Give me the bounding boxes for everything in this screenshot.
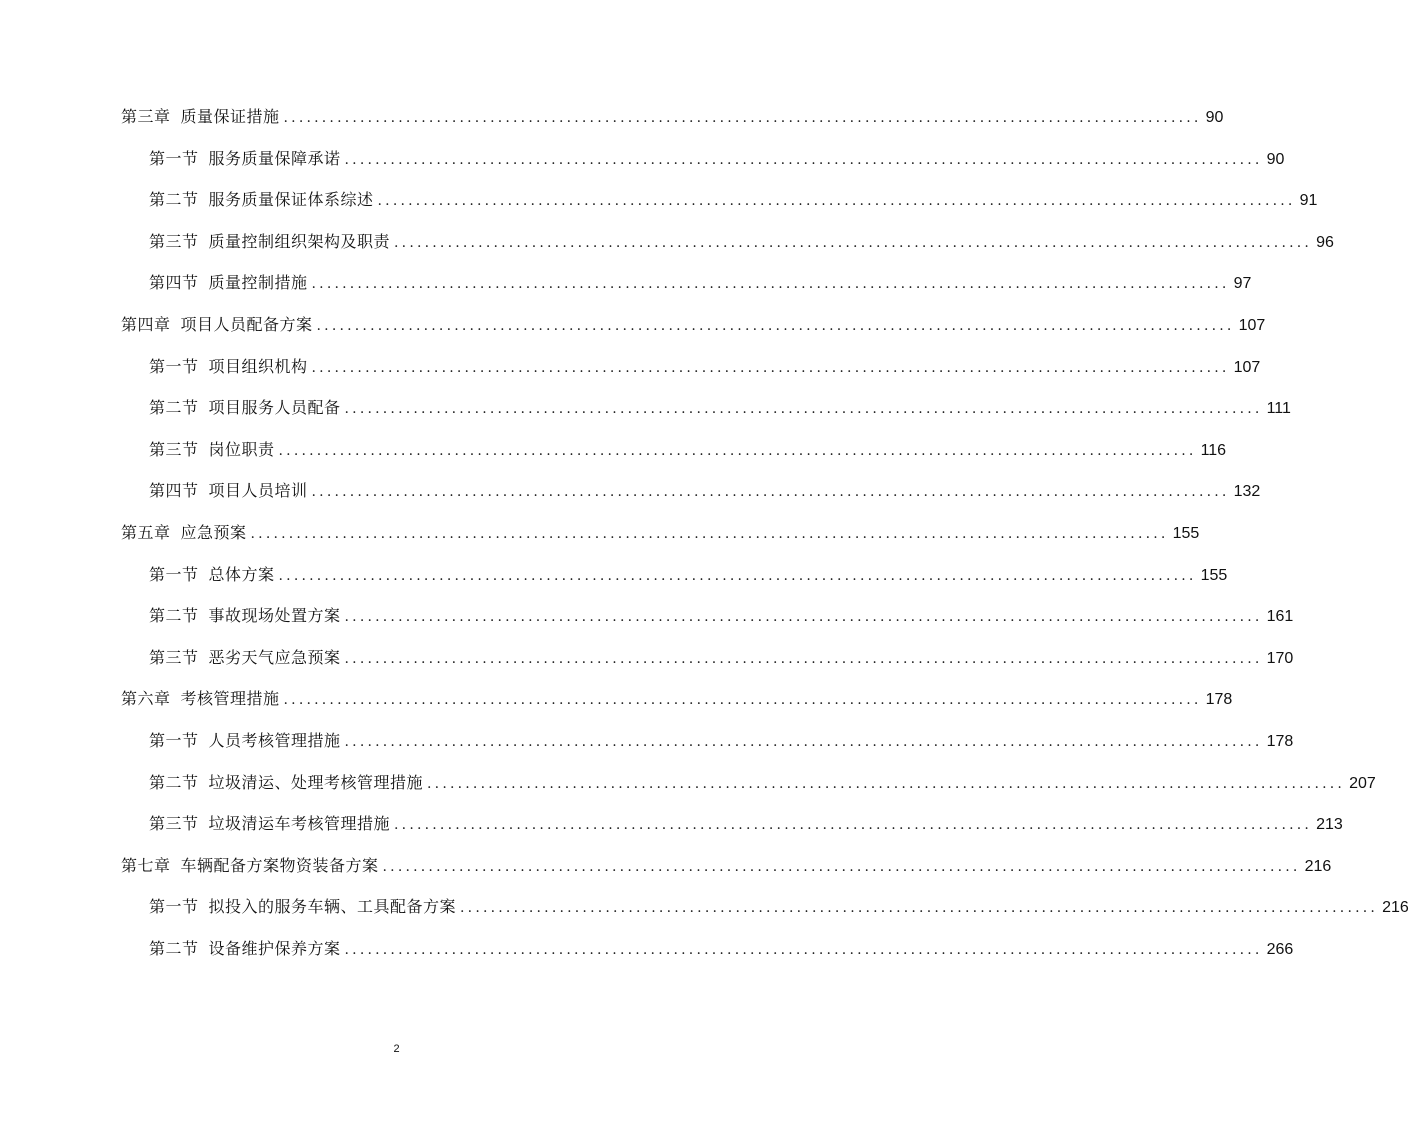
toc-section-entry[interactable] xyxy=(149,146,1285,172)
toc-entry-title: 服务质量保障承诺 xyxy=(208,148,341,168)
toc-entry-label xyxy=(149,270,308,296)
toc-dot-leader: ........................................................................................................................ xyxy=(344,942,1263,958)
toc-entry-number: 第二节 xyxy=(149,772,199,792)
toc-entry-label xyxy=(121,520,247,546)
toc-entry-page: 216 xyxy=(1304,857,1332,875)
toc-section-entry[interactable] xyxy=(149,811,1343,837)
toc-entry-number: 第六章 xyxy=(121,689,171,709)
toc-chapter-entry[interactable] xyxy=(121,104,1224,130)
toc-entry-number: 第三节 xyxy=(149,647,199,667)
toc-entry-title: 项目人员培训 xyxy=(208,481,308,501)
toc-entry-label xyxy=(149,395,341,421)
toc-dot-leader: ........................................................................................................................ xyxy=(283,692,1202,709)
toc-entry-page: 161 xyxy=(1266,608,1294,626)
toc-entry-title: 考核管理措施 xyxy=(180,689,280,709)
toc-entry-page: 111 xyxy=(1266,400,1291,418)
toc-entry-title: 人员考核管理措施 xyxy=(208,731,341,750)
toc-chapter-entry[interactable] xyxy=(121,312,1266,338)
toc-entry-number: 第四节 xyxy=(149,273,199,293)
toc-entry-title: 恶劣天气应急预案 xyxy=(208,647,341,667)
toc-entry-page: 266 xyxy=(1266,941,1294,958)
toc-entry-number: 第一节 xyxy=(149,356,199,376)
toc-dot-leader: ........................................................................................................................ xyxy=(311,484,1230,501)
toc-entry-label xyxy=(121,312,313,338)
toc-section-entry[interactable] xyxy=(149,936,1294,962)
toc-dot-leader: ........................................................................................................................ xyxy=(344,650,1263,667)
toc-entry-label xyxy=(149,187,374,213)
toc-entry-number: 第七章 xyxy=(121,855,171,875)
toc-section-entry[interactable] xyxy=(149,395,1291,421)
toc-entry-label xyxy=(121,104,280,130)
toc-entry-page: 96 xyxy=(1316,233,1334,251)
toc-entry-label xyxy=(149,645,341,671)
toc-entry-label xyxy=(149,437,275,463)
toc-entry-label xyxy=(149,229,390,255)
toc-entry-label xyxy=(149,811,390,837)
toc-entry-number: 第三节 xyxy=(149,814,199,834)
toc-entry-title: 岗位职责 xyxy=(208,439,275,459)
toc-entry-number: 第三章 xyxy=(121,107,171,126)
toc-entry-page: 90 xyxy=(1266,150,1285,168)
toc-dot-leader: ........................................................................................................................ xyxy=(377,193,1296,210)
toc-dot-leader: ........................................................................................................................ xyxy=(344,401,1263,418)
toc-entry-page: 178 xyxy=(1205,691,1233,709)
toc-section-entry[interactable] xyxy=(149,603,1294,629)
toc-entry-page: 116 xyxy=(1200,441,1227,459)
toc-entry-number: 第四章 xyxy=(121,315,171,334)
toc-dot-leader: ........................................................................................................................ xyxy=(311,276,1230,293)
toc-entry-page: 97 xyxy=(1233,275,1252,293)
toc-entry-page: 216 xyxy=(1382,899,1409,917)
toc-entry-title: 项目组织机构 xyxy=(208,356,308,376)
toc-entry-title: 垃圾清运车考核管理措施 xyxy=(208,814,391,834)
toc-entry-label xyxy=(149,728,341,754)
toc-entry-page: 107 xyxy=(1233,358,1261,376)
toc-section-entry[interactable] xyxy=(149,229,1334,255)
toc-entry-title: 项目服务人员配备 xyxy=(208,398,341,418)
toc-entry-page: 132 xyxy=(1233,483,1261,501)
toc-entry-page: 155 xyxy=(1200,566,1228,584)
toc-dot-leader: ........................................................................................................................ xyxy=(316,318,1235,334)
toc-dot-leader: ........................................................................................................................ xyxy=(344,734,1263,750)
toc-entry-number: 第一节 xyxy=(149,897,199,917)
toc-section-entry[interactable] xyxy=(149,187,1318,213)
toc-chapter-entry[interactable] xyxy=(121,686,1233,712)
toc-entry-title: 车辆配备方案物资装备方案 xyxy=(180,855,379,875)
toc-entry-number: 第一节 xyxy=(149,731,199,750)
toc-entry-title: 质量控制组织架构及职责 xyxy=(208,231,391,251)
toc-section-entry[interactable] xyxy=(149,770,1376,796)
toc-section-entry[interactable] xyxy=(149,728,1294,754)
toc-entry-title: 应急预案 xyxy=(180,523,247,542)
toc-dot-leader: ........................................................................................................................ xyxy=(427,775,1346,792)
toc-dot-leader: ........................................................................................................................ xyxy=(382,858,1301,875)
toc-entry-page: 213 xyxy=(1316,816,1343,834)
page-number: 2 xyxy=(393,1043,400,1055)
toc-entry-page: 170 xyxy=(1266,649,1294,667)
toc-entry-label xyxy=(121,853,379,879)
toc-entry-title: 事故现场处置方案 xyxy=(208,606,341,626)
toc-entry-title: 设备维护保养方案 xyxy=(208,939,341,958)
toc-entry-number: 第二节 xyxy=(149,190,199,210)
toc-section-entry[interactable] xyxy=(149,645,1294,671)
toc-entry-title: 质量保证措施 xyxy=(180,107,280,126)
toc-dot-leader: ........................................................................................................................ xyxy=(394,234,1313,251)
toc-entry-page: 178 xyxy=(1266,733,1294,750)
toc-entry-label xyxy=(149,936,341,962)
toc-dot-leader: ........................................................................................................................ xyxy=(394,817,1313,834)
toc-section-entry[interactable] xyxy=(149,270,1252,296)
toc-dot-leader: ........................................................................................................................ xyxy=(460,900,1379,917)
toc-section-entry[interactable] xyxy=(149,437,1227,463)
toc-section-entry[interactable] xyxy=(149,354,1261,380)
toc-dot-leader: ........................................................................................................................ xyxy=(344,151,1263,168)
toc-dot-leader: ........................................................................................................................ xyxy=(278,567,1197,584)
toc-entry-page: 90 xyxy=(1205,109,1224,126)
toc-entry-page: 155 xyxy=(1172,525,1200,542)
toc-entry-label xyxy=(149,354,308,380)
toc-entry-page: 207 xyxy=(1349,774,1376,792)
toc-chapter-entry[interactable] xyxy=(121,853,1332,879)
toc-chapter-entry[interactable] xyxy=(121,520,1200,546)
toc-entry-number: 第五章 xyxy=(121,523,171,542)
toc-entry-page: 107 xyxy=(1238,317,1266,334)
toc-entry-title: 总体方案 xyxy=(208,564,275,584)
toc-entry-number: 第四节 xyxy=(149,481,199,501)
toc-dot-leader: ........................................................................................................................ xyxy=(250,526,1169,542)
toc-entry-title: 服务质量保证体系综述 xyxy=(208,190,374,210)
toc-entry-title: 项目人员配备方案 xyxy=(180,315,313,334)
toc-section-entry[interactable] xyxy=(149,562,1228,588)
toc-dot-leader: ........................................................................................................................ xyxy=(278,442,1197,459)
toc-entry-number: 第三节 xyxy=(149,439,199,459)
toc-entry-number: 第二节 xyxy=(149,606,199,626)
toc-dot-leader: ........................................................................................................................ xyxy=(283,110,1202,126)
toc-entry-label xyxy=(149,146,341,172)
toc-entry-label xyxy=(149,478,308,504)
toc-entry-title: 拟投入的服务车辆、工具配备方案 xyxy=(208,897,457,917)
toc-entry-title: 质量控制措施 xyxy=(208,273,308,293)
toc-entry-label xyxy=(149,894,456,920)
toc-entry-label xyxy=(149,770,423,796)
toc-entry-label xyxy=(149,603,341,629)
toc-dot-leader: ........................................................................................................................ xyxy=(311,359,1230,376)
toc-entry-title: 垃圾清运、处理考核管理措施 xyxy=(208,772,424,792)
toc-section-entry[interactable] xyxy=(149,478,1261,504)
toc-dot-leader: ........................................................................................................................ xyxy=(344,609,1263,626)
toc-entry-page: 91 xyxy=(1299,192,1318,210)
toc-entry-number: 第二节 xyxy=(149,398,199,418)
toc-entry-label xyxy=(149,562,275,588)
toc-entry-label xyxy=(121,686,280,712)
toc-entry-number: 第一节 xyxy=(149,564,199,584)
toc-entry-number: 第三节 xyxy=(149,231,199,251)
toc-section-entry[interactable] xyxy=(149,894,1409,920)
toc-entry-number: 第二节 xyxy=(149,939,199,958)
toc-entry-number: 第一节 xyxy=(149,148,199,168)
